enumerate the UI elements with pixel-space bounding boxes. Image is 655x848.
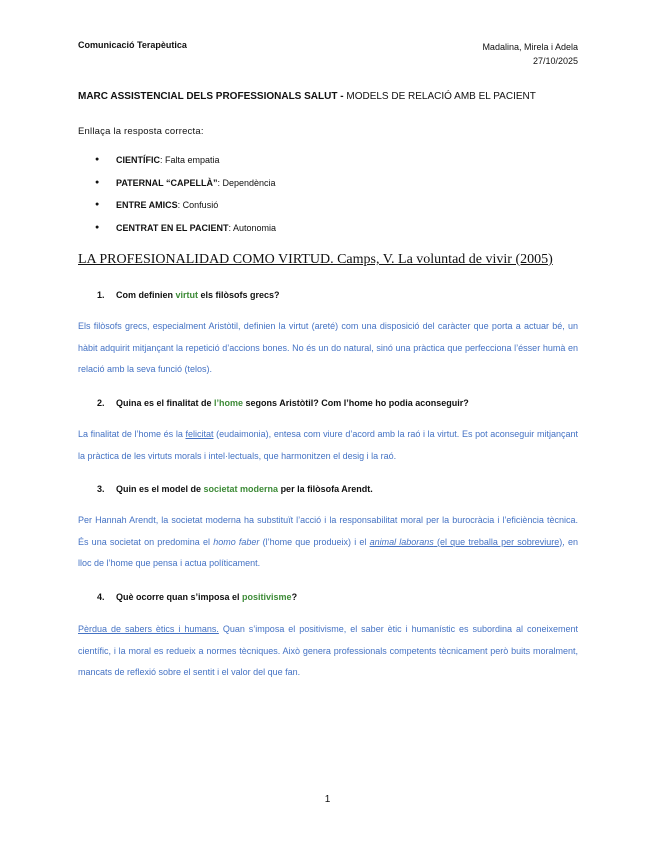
- answer-2: [78, 424, 578, 467]
- answer-italic: homo faber: [213, 536, 260, 547]
- answer-text: Quan s’imposa el positivisme, el saber ètic i humanístic es subordina al coneixement científic, i la moral es redueix a normes tècniques. Això genera professionals competents tècnicament però buits moralment, mancats de reflexió sobre el sentit i el valor del que fan.: [78, 624, 578, 677]
- match-value: : Falta empatia: [160, 155, 220, 165]
- page-title-bold: MARC ASSISTENCIAL DELS PROFESSIONALS SALUT -: [78, 91, 347, 102]
- question-text-end: segons Aristòtil? Com l’home ho podia aconseguir?: [243, 398, 469, 408]
- answer-4: [78, 619, 578, 684]
- answer-3: [78, 510, 578, 575]
- page-title: [78, 91, 536, 102]
- header-date: 27/10/2025: [532, 56, 578, 66]
- question-text-end: per la filòsofa Arendt.: [278, 484, 373, 494]
- match-label: ENTRE AMICS: [116, 200, 178, 210]
- instruction-text: Enllaça la resposta correcta:: [78, 126, 204, 137]
- answer-text-mid: (l’home que produeix) i el: [259, 536, 370, 547]
- answer-text: La finalitat de l’home és la: [78, 429, 186, 439]
- page-number: 1: [324, 794, 331, 805]
- answer-1: Els filòsofs grecs, especialment Aristòtil, definien la virtut (areté) com una disposició del caràcter que porta a actuar bé, un hàbit adquirit mitjançant la repetició d’accions bones. No és un do natural, sinó una pràctica que perfecciona l’ésser humà en relació amb la seva funció (telos).: [78, 321, 578, 374]
- question-text: Quin es el model de: [116, 484, 204, 494]
- question-number: 2.: [97, 398, 105, 408]
- header-authors-names: Madalina, Mirela i Adela: [482, 42, 578, 52]
- question-number: 1.: [97, 290, 105, 300]
- question-keyword: positivisme: [242, 592, 292, 602]
- match-item: [78, 176, 276, 199]
- question-text: Quina es el finalitat de: [116, 398, 215, 408]
- match-item: [78, 153, 276, 176]
- answer-underlined: Pèrdua de sabers ètics i humans.: [78, 624, 219, 634]
- match-list: [78, 153, 276, 243]
- match-value: : Dependència: [217, 177, 276, 188]
- match-label: CIENTÍFIC: [116, 155, 160, 165]
- section-heading: LA PROFESIONALIDAD COMO VIRTUD. Camps, V. La voluntad de vivir (2005): [78, 252, 553, 267]
- question-2: [97, 398, 469, 408]
- match-item: [78, 198, 276, 221]
- match-item: [78, 221, 276, 244]
- question-keyword: societat moderna: [203, 484, 279, 494]
- match-value: : Autonomia: [228, 222, 277, 233]
- answer-underlined: felicitat: [185, 429, 214, 439]
- match-label: CENTRAT EN EL PACIENT: [116, 222, 229, 233]
- header-authors: [482, 40, 578, 68]
- question-text-end: els filòsofs grecs?: [198, 290, 280, 300]
- question-number: 3.: [97, 484, 105, 494]
- question-4: [97, 592, 297, 602]
- answer-italic-underlined: animal laborans: [369, 536, 434, 547]
- question-1: [97, 290, 280, 300]
- match-label: PATERNAL “CAPELLÀ”: [116, 177, 218, 188]
- header-course: Comunicació Terapèutica: [78, 40, 187, 50]
- question-keyword: virtut: [175, 290, 199, 300]
- answer-text-end: , en lloc de l’home que pensa i actua políticament.: [78, 536, 578, 568]
- question-text: Què ocorre quan s’imposa el: [116, 592, 243, 602]
- page-title-rest: MODELS DE RELACIÓ AMB EL PACIENT: [346, 91, 536, 102]
- question-3: [97, 484, 373, 494]
- question-text: Com definien: [116, 290, 176, 300]
- match-value: : Confusió: [177, 200, 219, 210]
- answer-text: Per Hannah Arendt, la societat moderna ha substituït l’acció i la responsabilitat moral per la burocràcia i l’eficiència tècnica. És una societat on predomina el: [78, 515, 578, 547]
- answer-underlined: (el que treballa per sobreviure): [433, 536, 563, 547]
- question-number: 4.: [97, 592, 105, 602]
- answer-text-end: (eudaimonia), entesa com viure d’acord amb la raó i la virtut. Es pot aconseguir mitjançant la pràctica de les virtuts morals i intel·lectuals, que harmonitzen el desig i la raó.: [78, 429, 578, 461]
- question-keyword: l’home: [214, 398, 244, 408]
- question-text-end: ?: [291, 592, 298, 602]
